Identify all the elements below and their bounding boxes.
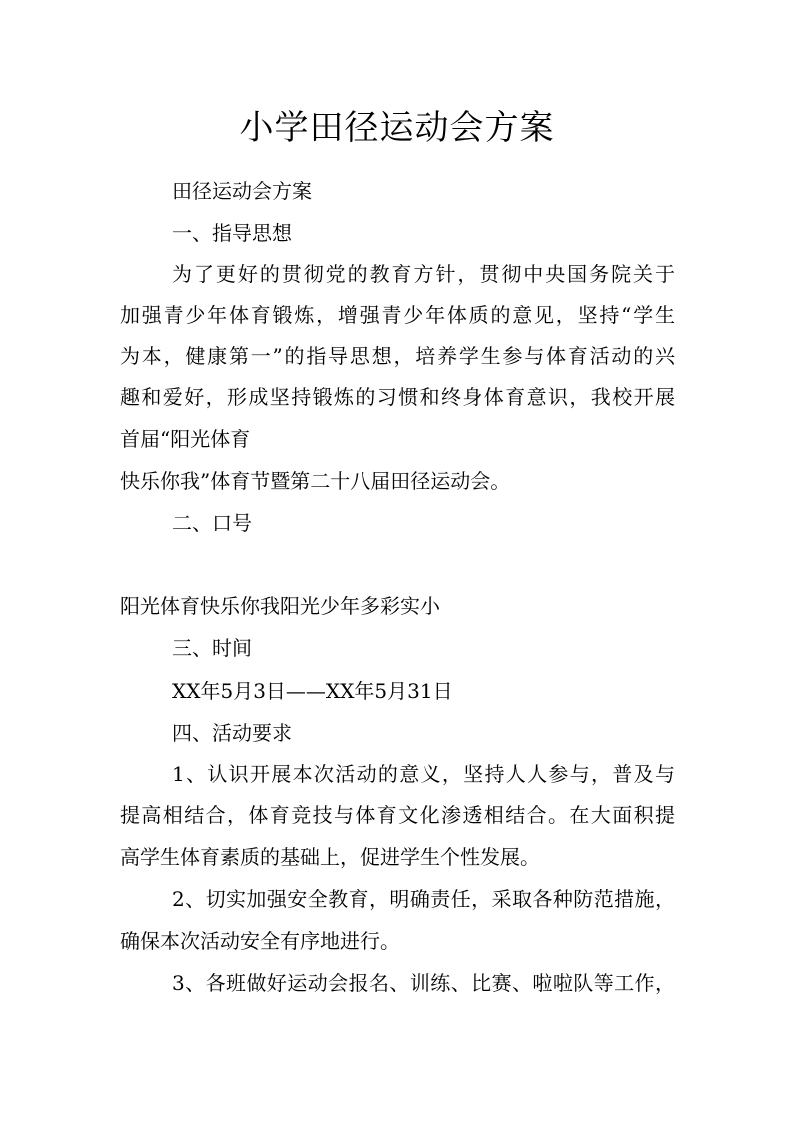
slogan-text: 阳光体育快乐你我阳光少年多彩实小 bbox=[120, 594, 440, 618]
paragraph-line: 加强青少年体育锻炼，增强青少年体质的意见，坚持“学生 bbox=[120, 303, 675, 327]
paragraph-line: 为了更好的贯彻党的教育方针，贯彻中央国务院关于 bbox=[172, 262, 675, 286]
section-heading-guiding-thought: 一、指导思想 bbox=[172, 221, 292, 245]
requirement-line: 提高相结合，体育竞技与体育文化渗透相结合。在大面积提 bbox=[120, 803, 675, 827]
section-heading-time: 三、时间 bbox=[172, 636, 252, 660]
requirement-line: 确保本次活动安全有序地进行。 bbox=[120, 929, 400, 953]
section-heading-slogan: 二、口号 bbox=[172, 511, 252, 535]
subtitle-line: 田径运动会方案 bbox=[172, 179, 312, 203]
time-range-text: XX年5月3日——XX年5月31日 bbox=[172, 679, 453, 703]
requirement-line: 2、切实加强安全教育，明确责任，采取各种防范措施， bbox=[172, 887, 675, 911]
requirement-line: 1、认识开展本次活动的意义，坚持人人参与，普及与 bbox=[172, 762, 675, 786]
paragraph-line: 为本，健康第一”的指导思想，培养学生参与体育活动的兴 bbox=[120, 344, 675, 368]
section-heading-requirements: 四、活动要求 bbox=[172, 721, 292, 745]
paragraph-line: 趣和爱好，形成坚持锻炼的习惯和终身体育意识，我校开展 bbox=[120, 385, 675, 409]
document-title: 小学田径运动会方案 bbox=[239, 108, 555, 148]
paragraph-line: 快乐你我”体育节暨第二十八届田径运动会。 bbox=[120, 469, 511, 493]
requirement-line: 高学生体育素质的基础上，促进学生个性发展。 bbox=[120, 845, 540, 869]
paragraph-line: 首届“阳光体育 bbox=[120, 427, 251, 451]
requirement-line: 3、各班做好运动会报名、训练、比赛、啦啦队等工作， bbox=[172, 971, 675, 995]
